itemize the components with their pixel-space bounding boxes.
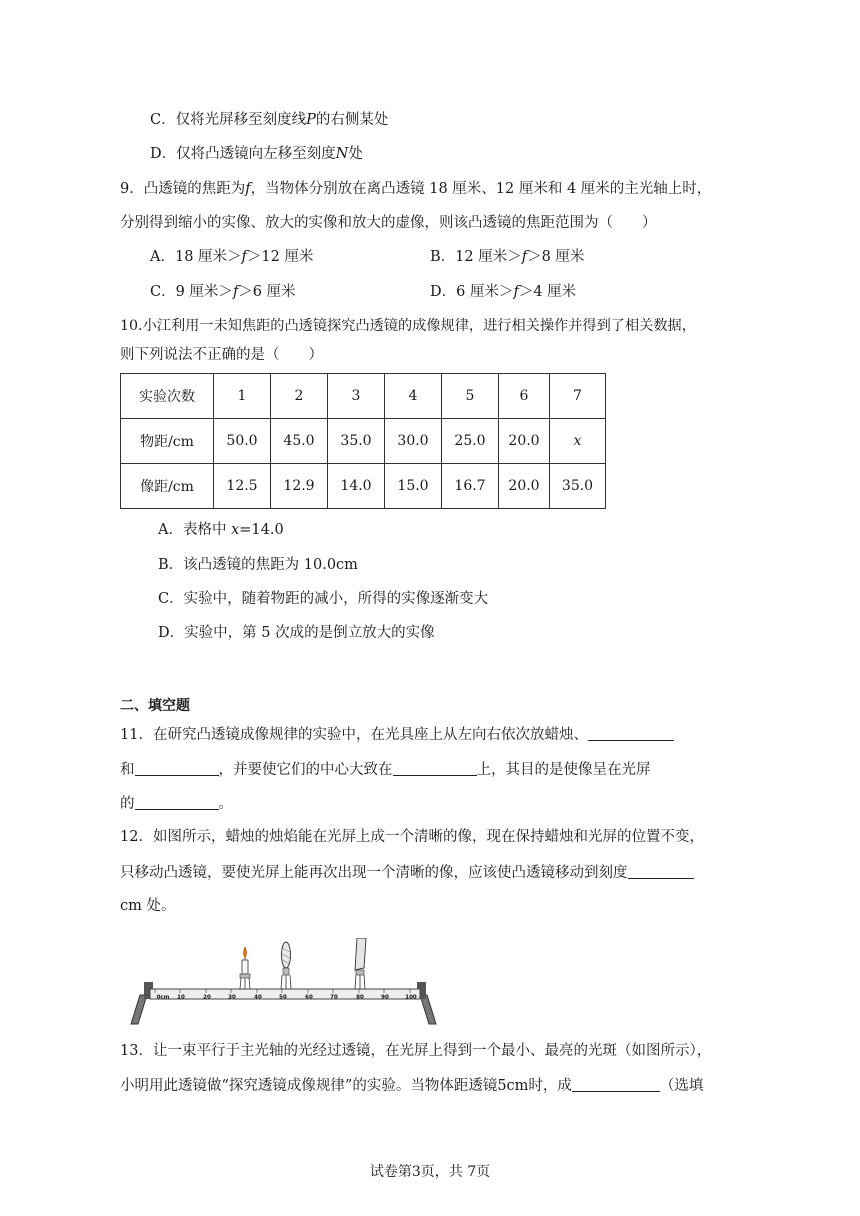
table-cell: 12.9 — [271, 464, 328, 509]
q12-line1: 12．如图所示，蜡烛的烛焰能在光屏上成一个清晰的像，现在保持蜡烛和光屏的位置不变， — [120, 829, 704, 845]
q12-line3: cm 处。 — [120, 898, 176, 914]
var-n: N — [335, 146, 349, 162]
q10-option-c: C．实验中，随着物距的减小，所得的实像逐渐变大 — [158, 591, 489, 607]
scale-label: 40 — [254, 994, 262, 1001]
q9-option-d: D．6 厘米＞f＞4 厘米 — [430, 284, 577, 300]
scale-label: 90 — [381, 994, 389, 1001]
table-cell: 15.0 — [385, 464, 442, 509]
table-cell: 实验次数 — [121, 374, 214, 419]
q10-option-b: B．该凸透镜的焦距为 10.0cm — [158, 557, 358, 573]
scale-label: 30 — [228, 994, 236, 1001]
q8-option-c: C．仅将光屏移至刻度线P的右侧某处 — [150, 112, 389, 128]
q10-stem-line1: 10.小江利用一未知焦距的凸透镜探究凸透镜的成像规律，进行相关操作并得到了相关数据， — [120, 318, 696, 334]
right-leg — [420, 995, 436, 1024]
q8-option-d: D．仅将凸透镜向左移至刻度N处 — [150, 146, 363, 162]
table-cell: 5 — [442, 374, 499, 419]
q11-line1: 11．在研究凸透镜成像规律的实验中，在光具座上从左向右依次放蜡烛、 — [120, 724, 674, 745]
table-cell: 12.5 — [214, 464, 271, 509]
q10-option-a: A．表格中 x=14.0 — [158, 522, 284, 538]
optical-bench-figure — [130, 938, 440, 1028]
q10-stem-line2: 则下列说法不正确的是（ ） — [120, 347, 323, 363]
var-p: P — [306, 112, 316, 128]
table-cell: 16.7 — [442, 464, 499, 509]
q13-line1: 13．让一束平行于主光轴的光经过透镜，在光屏上得到一个最小、最亮的光斑（如图所示）， — [120, 1043, 712, 1059]
q9-option-c: C．9 厘米＞f＞6 厘米 — [150, 284, 296, 300]
q9-stem-line1: 9．凸透镜的焦距为f，当物体分别放在离凸透镜 18 厘米、12 厘米和 4 厘米的主光轴上时， — [120, 181, 712, 197]
table-cell: 35.0 — [550, 464, 606, 509]
convex-lens-icon — [281, 942, 291, 989]
candle-icon — [240, 947, 250, 989]
table-cell: 45.0 — [271, 419, 328, 464]
table-row — [121, 464, 606, 509]
answer-blank[interactable] — [393, 759, 477, 776]
table-cell: 物距/cm — [121, 419, 214, 464]
light-screen-icon — [355, 938, 366, 989]
table-cell: x — [550, 419, 606, 464]
scale-label: 70 — [330, 994, 338, 1001]
q9-option-b: B．12 厘米＞f＞8 厘米 — [430, 249, 585, 265]
scale-label: 20 — [203, 994, 211, 1001]
q9-option-a: A．18 厘米＞f＞12 厘米 — [150, 249, 314, 265]
table-cell: 像距/cm — [121, 464, 214, 509]
table-cell: 1 — [214, 374, 271, 419]
table-row — [121, 419, 606, 464]
answer-blank[interactable] — [572, 1075, 660, 1092]
scale-label: 0cm — [156, 994, 170, 1001]
answer-blank[interactable] — [628, 862, 694, 879]
experiment-data-table — [120, 373, 606, 509]
table-cell: 3 — [328, 374, 385, 419]
table-cell: 2 — [271, 374, 328, 419]
page-footer: 试卷第3页，共 7页 — [369, 1164, 491, 1180]
table-row — [121, 374, 606, 419]
q11-line3: 的 。 — [120, 793, 233, 814]
q10-option-d: D．实验中，第 5 次成的是倒立放大的实像 — [158, 625, 435, 641]
scale-label: 50 — [279, 994, 287, 1001]
table-cell: 35.0 — [328, 419, 385, 464]
q11-line2: 和 ，并要使它们的中心大致在 上，其目的是使像呈在光屏 — [120, 759, 651, 780]
q12-line2: 只移动凸透镜，要使光屏上能再次出现一个清晰的像，应该使凸透镜移动到刻度 — [120, 862, 694, 883]
section-title-fill-in: 二、填空题 — [120, 698, 190, 714]
answer-blank[interactable] — [135, 759, 219, 776]
scale-label: 60 — [305, 994, 313, 1001]
table-cell: 4 — [385, 374, 442, 419]
table-cell: 14.0 — [328, 464, 385, 509]
table-cell: 50.0 — [214, 419, 271, 464]
table-cell: 30.0 — [385, 419, 442, 464]
answer-blank[interactable] — [135, 793, 219, 810]
scale-label: 80 — [356, 994, 364, 1001]
scale-label: 10 — [177, 994, 185, 1001]
table-cell: 20.0 — [499, 464, 550, 509]
left-leg — [131, 995, 147, 1024]
q13-line2: 小明用此透镜做“探究透镜成像规律”的实验。当物体距透镜5cm时，成 （选填 — [120, 1075, 703, 1096]
table-cell: 7 — [550, 374, 606, 419]
answer-blank[interactable] — [588, 724, 674, 741]
table-cell: 6 — [499, 374, 550, 419]
scale-label: 100 — [405, 994, 417, 1001]
q9-stem-line2: 分别得到缩小的实像、放大的实像和放大的虚像，则该凸透镜的焦距范围为（ ） — [120, 215, 657, 231]
table-cell: 25.0 — [442, 419, 499, 464]
table-cell: 20.0 — [499, 419, 550, 464]
